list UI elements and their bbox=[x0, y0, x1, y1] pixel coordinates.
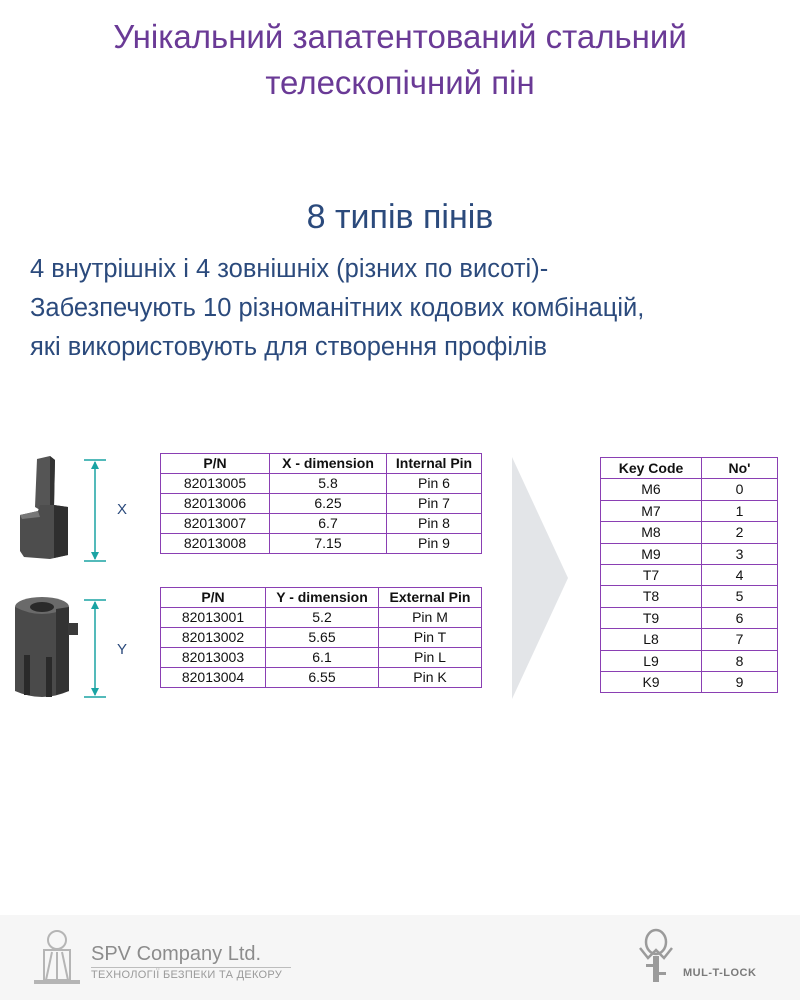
table-row bbox=[601, 586, 778, 607]
part-number: 82013008 bbox=[161, 534, 270, 554]
dimension-value: 5.8 bbox=[270, 474, 387, 494]
key-code: K9 bbox=[601, 672, 702, 693]
internal-pn-header: P/N bbox=[161, 454, 270, 474]
table-row bbox=[161, 494, 482, 514]
page-title bbox=[0, 14, 800, 106]
description-line-2: Забезпечують 10 різноманітних кодових комбінацій, bbox=[30, 294, 645, 322]
dimension-x-marker bbox=[80, 458, 110, 564]
key-code: T8 bbox=[601, 586, 702, 607]
internal-dimension-header: X - dimension bbox=[270, 454, 387, 474]
pin-name: Pin 7 bbox=[387, 494, 482, 514]
pin-name: Pin 9 bbox=[387, 534, 482, 554]
part-number: 82013002 bbox=[161, 628, 266, 648]
spv-logo-icon bbox=[30, 926, 84, 986]
code-number: 9 bbox=[702, 672, 778, 693]
table-row bbox=[601, 543, 778, 564]
key-code: M6 bbox=[601, 479, 702, 500]
part-number: 82013005 bbox=[161, 474, 270, 494]
part-number: 82013006 bbox=[161, 494, 270, 514]
key-code: T7 bbox=[601, 565, 702, 586]
code-number: 5 bbox=[702, 586, 778, 607]
table-row bbox=[601, 565, 778, 586]
table-row bbox=[161, 608, 482, 628]
code-number: 6 bbox=[702, 607, 778, 628]
pin-name: Pin L bbox=[379, 648, 482, 668]
key-code: M8 bbox=[601, 522, 702, 543]
table-row bbox=[601, 650, 778, 671]
code-number: 7 bbox=[702, 629, 778, 650]
external-pin-table bbox=[160, 587, 482, 688]
company-tagline: ТЕХНОЛОГІЇ БЕЗПЕКИ ТА ДЕКОРУ bbox=[91, 969, 283, 981]
external-pin-image bbox=[6, 595, 84, 705]
code-number: 8 bbox=[702, 650, 778, 671]
key-code-header: Key Code bbox=[601, 458, 702, 479]
key-code-table bbox=[600, 457, 778, 693]
table-row bbox=[601, 672, 778, 693]
dimension-value: 7.15 bbox=[270, 534, 387, 554]
table-row bbox=[601, 607, 778, 628]
external-pin-header: External Pin bbox=[379, 588, 482, 608]
brand-name: MUL-T-LOCK bbox=[683, 967, 757, 979]
dimension-value: 5.2 bbox=[266, 608, 379, 628]
pin-name: Pin T bbox=[379, 628, 482, 648]
part-number: 82013004 bbox=[161, 668, 266, 688]
mul-t-lock-logo-icon bbox=[632, 928, 680, 988]
dimension-value: 6.55 bbox=[266, 668, 379, 688]
dimension-y-marker bbox=[80, 598, 110, 700]
external-dimension-header: Y - dimension bbox=[266, 588, 379, 608]
description bbox=[30, 250, 644, 367]
arrow-right-icon bbox=[512, 457, 572, 699]
dimension-value: 5.65 bbox=[266, 628, 379, 648]
dimension-value: 6.25 bbox=[270, 494, 387, 514]
pin-name: Pin M bbox=[379, 608, 482, 628]
pin-name: Pin K bbox=[379, 668, 482, 688]
code-number: 3 bbox=[702, 543, 778, 564]
description-line-1: 4 внутрішніх і 4 зовнішніх (різних по висоті)- bbox=[30, 255, 549, 283]
internal-pin-table bbox=[160, 453, 482, 554]
dimension-value: 6.7 bbox=[270, 514, 387, 534]
table-row bbox=[161, 534, 482, 554]
key-code: M9 bbox=[601, 543, 702, 564]
table-row bbox=[601, 500, 778, 521]
code-number: 2 bbox=[702, 522, 778, 543]
key-code: L9 bbox=[601, 650, 702, 671]
code-number: 4 bbox=[702, 565, 778, 586]
part-number: 82013003 bbox=[161, 648, 266, 668]
part-number: 82013001 bbox=[161, 608, 266, 628]
code-number: 0 bbox=[702, 479, 778, 500]
internal-pin-header: Internal Pin bbox=[387, 454, 482, 474]
subtitle: 8 типів пінів bbox=[306, 198, 494, 236]
table-row bbox=[161, 668, 482, 688]
table-row bbox=[601, 522, 778, 543]
company-divider bbox=[91, 967, 291, 968]
key-code: T9 bbox=[601, 607, 702, 628]
table-row bbox=[161, 474, 482, 494]
table-row bbox=[601, 629, 778, 650]
description-line-3: які використовують для створення профілів bbox=[30, 333, 548, 361]
pin-name: Pin 6 bbox=[387, 474, 482, 494]
title-line-1: Унікальний запатентований стальний bbox=[113, 18, 687, 55]
table-row bbox=[601, 479, 778, 500]
table-row bbox=[161, 514, 482, 534]
dimension-value: 6.1 bbox=[266, 648, 379, 668]
external-pn-header: P/N bbox=[161, 588, 266, 608]
table-row bbox=[161, 628, 482, 648]
number-header: No' bbox=[702, 458, 778, 479]
company-name: SPV Company Ltd. bbox=[91, 943, 262, 965]
code-number: 1 bbox=[702, 500, 778, 521]
key-code: L8 bbox=[601, 629, 702, 650]
dimension-y-label: Y bbox=[117, 641, 128, 658]
table-row bbox=[161, 648, 482, 668]
pin-name: Pin 8 bbox=[387, 514, 482, 534]
title-line-2: телескопічний пін bbox=[265, 64, 535, 101]
internal-pin-image bbox=[10, 455, 72, 565]
part-number: 82013007 bbox=[161, 514, 270, 534]
dimension-x-label: X bbox=[117, 501, 128, 518]
key-code: M7 bbox=[601, 500, 702, 521]
